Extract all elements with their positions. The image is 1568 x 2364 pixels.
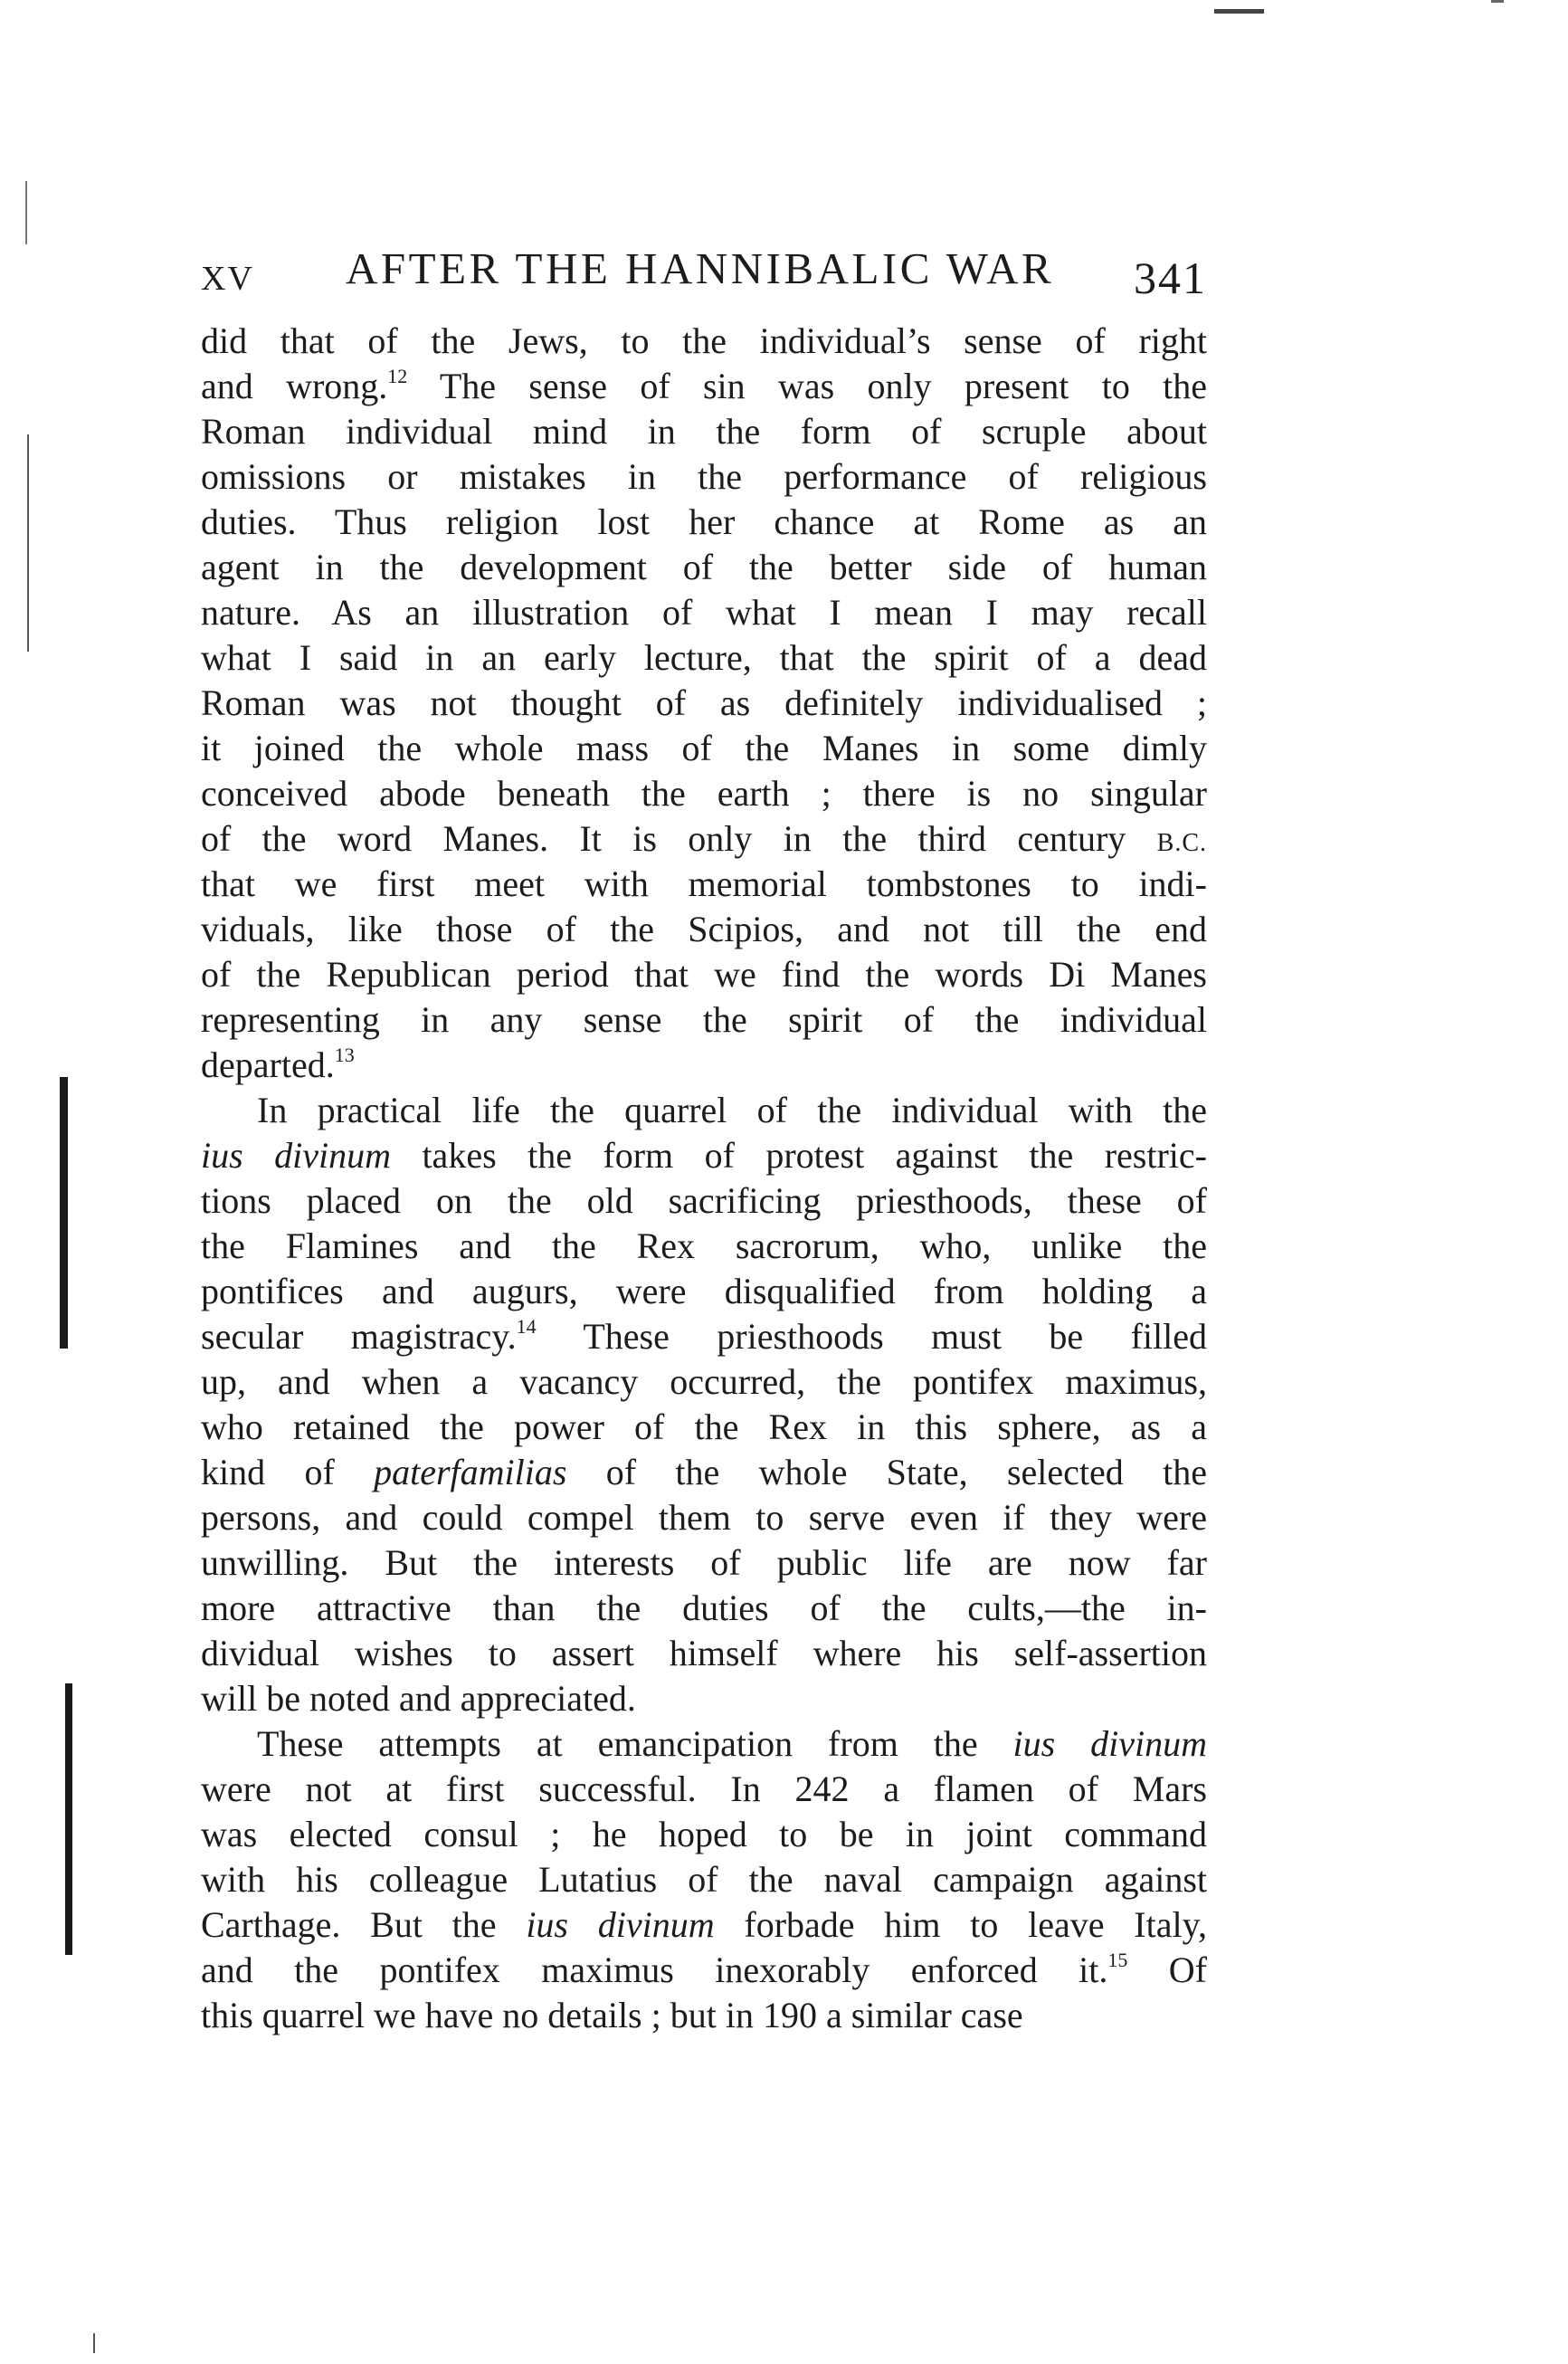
text-run: will be noted and appreciated. xyxy=(201,1678,636,1719)
text-run: was elected consul ; he hoped to be in joint command xyxy=(201,1814,1207,1854)
text-line xyxy=(201,771,1207,816)
text-run: The sense of sin was only present to the xyxy=(407,366,1207,406)
text-line xyxy=(201,409,1207,454)
text-line xyxy=(201,1721,1207,1767)
text-run: forbade him to leave Italy, xyxy=(714,1904,1207,1945)
text-run: Roman individual mind in the form of scruple about xyxy=(201,411,1207,452)
text-run: Carthage. But the xyxy=(201,1904,527,1945)
text-run: more attractive than the duties of the cults,—the in- xyxy=(201,1587,1207,1628)
paragraph xyxy=(201,319,1207,1088)
text-line xyxy=(201,500,1207,545)
text-run: secular magistracy. xyxy=(201,1316,517,1357)
scan-speck-mark xyxy=(93,2333,95,2353)
running-header xyxy=(201,243,1207,306)
text-line xyxy=(201,1812,1207,1857)
text-run: These priesthoods must be filled xyxy=(536,1316,1208,1357)
text-run: did that of the Jews, to the individual’s sense of right xyxy=(201,320,1207,361)
small-caps-abbrev: B.C. xyxy=(1156,829,1207,857)
footnote-marker: 12 xyxy=(387,365,408,387)
text-line xyxy=(201,726,1207,771)
text-run: tions placed on the old sacrificing priesthoods, these of xyxy=(201,1180,1207,1221)
page-number: 341 xyxy=(1134,253,1207,303)
text-line xyxy=(201,454,1207,500)
chapter-number: XV xyxy=(201,260,254,298)
scan-speck-mark xyxy=(1214,9,1264,14)
text-run: Of xyxy=(1127,1949,1207,1990)
text-run: of the Republican period that we find the words Di Manes xyxy=(201,954,1207,995)
text-line xyxy=(201,1586,1207,1631)
text-line xyxy=(201,1902,1207,1948)
text-run: this quarrel we have no details ; but in 190 a similar case xyxy=(201,1995,1023,2035)
italic-term: paterfamilias xyxy=(374,1452,567,1492)
text-run: departed. xyxy=(201,1044,335,1085)
text-line xyxy=(201,1133,1207,1178)
italic-term: ius divinum xyxy=(201,1135,391,1176)
text-run: In practical life the quarrel of the individual with the xyxy=(257,1090,1207,1130)
text-line xyxy=(201,319,1207,364)
text-line xyxy=(201,635,1207,681)
binding-shadow-mark xyxy=(65,1683,72,1955)
running-title: AFTER THE HANNIBALIC WAR xyxy=(346,243,1055,293)
text-line xyxy=(201,862,1207,907)
text-line xyxy=(201,907,1207,952)
text-run: of the word Manes. It is only in the third century xyxy=(201,818,1157,859)
binding-shadow-mark xyxy=(27,434,29,652)
text-line xyxy=(201,364,1207,409)
text-run: pontifices and augurs, were disqualified from holding a xyxy=(201,1271,1207,1311)
text-line xyxy=(201,681,1207,726)
text-line xyxy=(201,1088,1207,1133)
text-line xyxy=(201,1178,1207,1224)
text-run: of the whole State, selected the xyxy=(566,1452,1207,1492)
text-run: duties. Thus religion lost her chance at Rome as an xyxy=(201,501,1207,542)
text-line xyxy=(201,1948,1207,1993)
text-run: These attempts at emancipation from the xyxy=(257,1723,1013,1764)
text-run: viduals, like those of the Scipios, and not till the end xyxy=(201,909,1207,949)
text-line xyxy=(201,1269,1207,1314)
text-run: were not at first successful. In 242 a flamen of Mars xyxy=(201,1768,1207,1809)
text-run: omissions or mistakes in the performance of religious xyxy=(201,456,1207,497)
text-line xyxy=(201,1631,1207,1676)
text-run: agent in the development of the better side of human xyxy=(201,547,1207,587)
text-line xyxy=(201,590,1207,635)
text-run: kind of xyxy=(201,1452,375,1492)
footnote-marker: 13 xyxy=(334,1044,355,1066)
text-line xyxy=(201,952,1207,997)
text-line xyxy=(201,1495,1207,1540)
text-line xyxy=(201,1043,1207,1088)
text-run: conceived abode beneath the earth ; there is no singular xyxy=(201,773,1207,814)
footnote-marker: 14 xyxy=(516,1315,537,1338)
text-run: unwilling. But the interests of public life are now far xyxy=(201,1542,1207,1583)
text-line xyxy=(201,1767,1207,1812)
italic-term: ius divinum xyxy=(526,1904,715,1945)
text-run: it joined the whole mass of the Manes in some dimly xyxy=(201,728,1207,768)
text-line xyxy=(201,1405,1207,1450)
text-run: who retained the power of the Rex in this sphere, as a xyxy=(201,1406,1207,1447)
text-run: that we first meet with memorial tombstones to indi- xyxy=(201,863,1207,904)
text-line xyxy=(201,816,1207,862)
body-text xyxy=(201,319,1207,2038)
footnote-marker: 15 xyxy=(1107,1949,1128,1971)
text-line xyxy=(201,1450,1207,1495)
text-line xyxy=(201,1359,1207,1405)
text-run: and the pontifex maximus inexorably enforced it. xyxy=(201,1949,1108,1990)
text-line xyxy=(201,1857,1207,1902)
text-line xyxy=(201,545,1207,590)
binding-shadow-mark xyxy=(25,181,27,244)
paragraph xyxy=(201,1721,1207,2038)
text-line xyxy=(201,1993,1207,2038)
text-run: what I said in an early lecture, that the spirit of a dead xyxy=(201,637,1207,678)
text-run: dividual wishes to assert himself where his self-assertion xyxy=(201,1633,1207,1673)
text-line xyxy=(201,1540,1207,1586)
paragraph xyxy=(201,1088,1207,1721)
text-run: the Flamines and the Rex sacrorum, who, unlike the xyxy=(201,1225,1207,1266)
text-line xyxy=(201,1224,1207,1269)
scan-speck-mark xyxy=(1491,0,1504,3)
text-run: with his colleague Lutatius of the naval campaign against xyxy=(201,1859,1207,1900)
text-line xyxy=(201,1676,1207,1721)
text-line xyxy=(201,997,1207,1043)
text-run: up, and when a vacancy occurred, the pontifex maximus, xyxy=(201,1361,1207,1402)
text-run: representing in any sense the spirit of the individual xyxy=(201,999,1207,1040)
text-line xyxy=(201,1314,1207,1359)
text-run: and wrong. xyxy=(201,366,388,406)
text-run: nature. As an illustration of what I mean I may recall xyxy=(201,592,1207,633)
text-run: persons, and could compel them to serve even if they were xyxy=(201,1497,1207,1538)
text-run: takes the form of protest against the restric- xyxy=(391,1135,1207,1176)
italic-term: ius divinum xyxy=(1012,1723,1207,1764)
binding-shadow-mark xyxy=(60,1077,68,1349)
text-run: Roman was not thought of as definitely individualised ; xyxy=(201,682,1207,723)
